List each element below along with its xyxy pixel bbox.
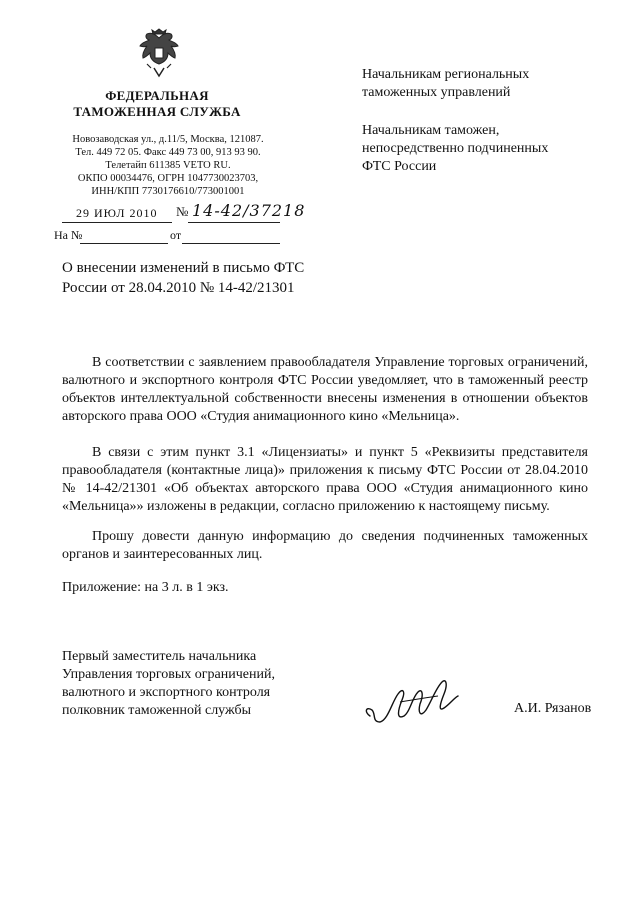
body-paragraph-3: Прошу довести данную информацию до сведения подчиненных таможенных органов и заинтересованных лиц. xyxy=(62,529,588,562)
registration-number: 14-42/37218 xyxy=(192,201,306,220)
handwritten-signature-icon xyxy=(362,672,470,736)
signatory-title-line: Первый заместитель начальника xyxy=(62,649,257,664)
subject-line2: России от 28.04.2010 № 14-42/21301 xyxy=(62,280,295,296)
ref-number-underline xyxy=(80,243,168,244)
org-name-line1: ФЕДЕРАЛЬНАЯ xyxy=(105,88,209,103)
attachment-note: Приложение: на 3 л. в 1 экз. xyxy=(62,580,229,595)
phone-fax: Тел. 449 72 05. Факс 449 73 00, 913 93 90. xyxy=(75,147,261,158)
signatory-title-line: валютного и экспортного контроля xyxy=(62,685,271,700)
signatory-title xyxy=(62,648,275,720)
recipient-block-1 xyxy=(362,66,529,102)
body-paragraph-2: В связи с этим пункт 3.1 «Лицензиаты» и пункт 5 «Реквизиты представителя правообладателя (контактные лица)» приложения к письму ФТС России от 28.04.2010 № 14-42/21301 «Об объектах авторского права ООО «Студия анимационного кино «Мельница»» изложены в редакции, согласно приложению к настоящему письму. xyxy=(62,445,588,514)
subject xyxy=(62,258,362,298)
subject-line1: О внесении изменений в письмо ФТС xyxy=(62,260,305,276)
ref-from-label: от xyxy=(170,228,182,242)
recipient-line: Начальникам региональных xyxy=(362,67,530,82)
number-underline xyxy=(188,222,280,223)
signatory-title-line: полковник таможенной службы xyxy=(62,703,252,718)
recipient-block-2 xyxy=(362,122,548,176)
registration-date: 29 ИЮЛ 2010 xyxy=(76,206,158,220)
ref-label: На № xyxy=(54,228,83,242)
inn-kpp: ИНН/КПП 7730176610/773001001 xyxy=(91,186,245,197)
address: Новозаводская ул., д.11/5, Москва, 121087. xyxy=(72,134,264,145)
recipient-line: таможенных управлений xyxy=(362,85,511,100)
signatory-name: А.И. Рязанов xyxy=(514,701,592,716)
double-headed-eagle-icon xyxy=(137,28,181,80)
teletype: Телетайп 611385 VETO RU. xyxy=(105,160,231,171)
recipient-line: Начальникам таможен, xyxy=(362,123,500,138)
recipient-line: ФТС России xyxy=(362,159,437,174)
date-underline xyxy=(62,222,172,223)
org-name-line2: ТАМОЖЕННАЯ СЛУЖБА xyxy=(73,104,241,119)
signatory-title-line: Управления торговых ограничений, xyxy=(62,667,275,682)
registration-number-prefix: № xyxy=(176,204,189,219)
okpo-ogrn: ОКПО 00034476, ОГРН 1047730023703, xyxy=(77,173,259,184)
body-paragraph-1: В соответствии с заявлением правообладателя Управление торговых ограничений, валютного и экспортного контроля ФТС России уведомляет, что в таможенный реестр объектов интеллектуальной собственности внесены изменения в отношении объектов авторского права ООО «Студия анимационного кино «Мельница». xyxy=(62,355,588,424)
ref-date-underline xyxy=(182,243,280,244)
recipient-line: непосредственно подчиненных xyxy=(362,141,549,156)
